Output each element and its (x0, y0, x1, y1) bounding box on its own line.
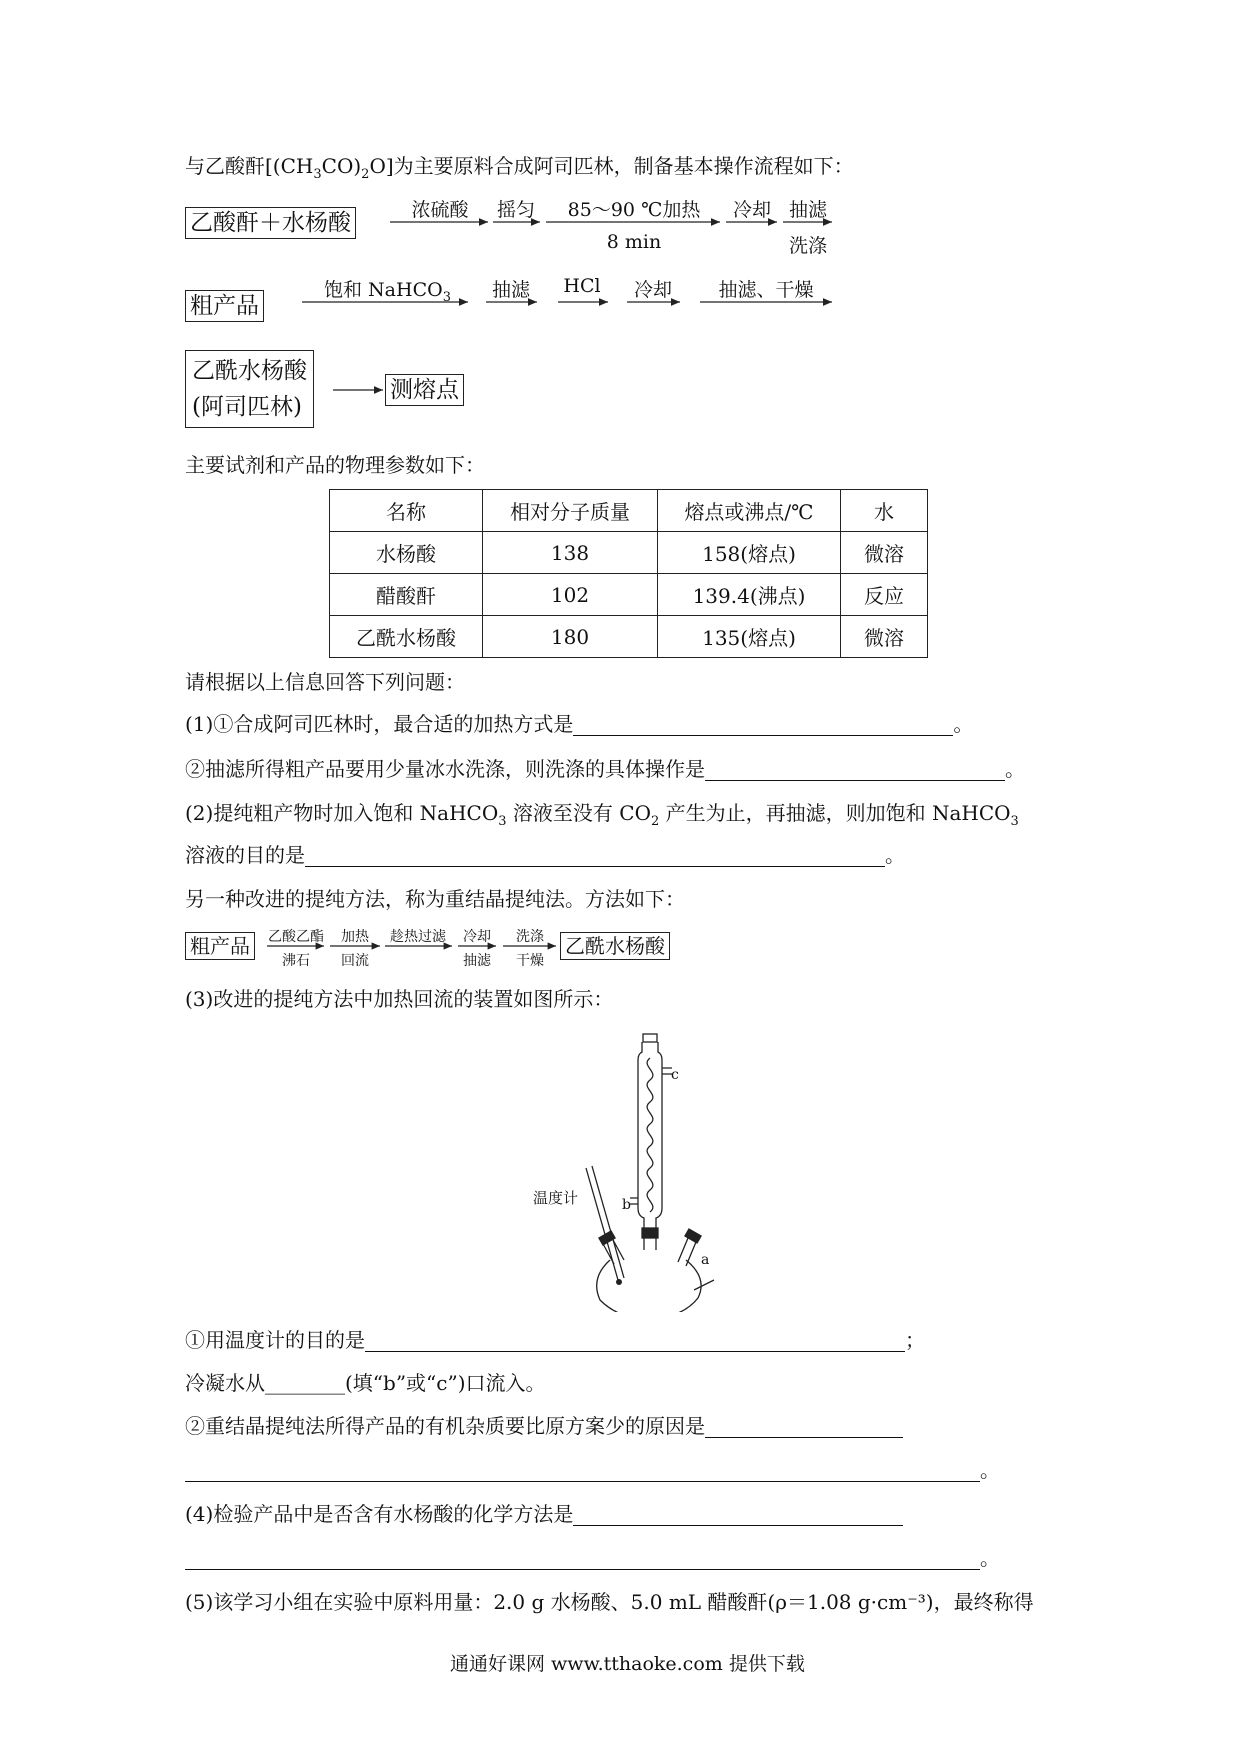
flow1-step4-top: 冷却 (732, 199, 771, 221)
flow4-step4-top: 冷却 (463, 929, 491, 945)
flow1-step1-top: 浓硫酸 (411, 199, 469, 221)
joint (642, 1228, 658, 1238)
flow4-step4-bottom: 抽滤 (463, 953, 491, 969)
question-3a-cont: 冷凝水从________(填“b”或“c”)口流入。 (185, 1371, 546, 1395)
page-footer: 通通好课网 www.tthaoke.com 提供下载 (450, 1653, 805, 1675)
intro-text: 与乙酸酐$[(CH_3CO)_2O]$为主要原料合成阿司匹林，制备基本操作流程如下： (185, 154, 854, 182)
table-cell: 醋酸酐 (330, 574, 483, 616)
answer-blank[interactable] (185, 1551, 980, 1570)
table-header-cell: 熔点或沸点/℃ (658, 490, 841, 532)
flow4-step5-bottom: 干燥 (516, 953, 544, 969)
question-5: (5)该学习小组在实验中原料用量：2.0 g 水杨酸、5.0 mL 醋酸酐(ρ＝1.08 g·cm⁻³)，最终称得 (185, 1590, 1034, 1614)
flow2-step5-top: 抽滤、干燥 (718, 279, 814, 301)
question-3b-line2 (185, 1458, 1000, 1482)
label-a: a (701, 1252, 710, 1268)
table-cell: 135(熔点) (658, 616, 841, 658)
period: 。 (953, 712, 974, 736)
table-cell: 138 (483, 532, 658, 574)
period: 。 (1005, 757, 1025, 781)
flow3-start-box (185, 350, 314, 428)
answer-blank[interactable] (573, 717, 953, 736)
table-cell: 微溶 (841, 532, 928, 574)
table-row (330, 532, 928, 574)
table-row (330, 574, 928, 616)
question-3b-text: ②重结晶提纯法所得产品的有机杂质要比原方案少的原因是 (185, 1414, 705, 1438)
flow1-step5-top: 抽滤 (788, 199, 827, 221)
label-c: c (671, 1067, 679, 1083)
flow4-step3-top: 趁热过滤 (390, 929, 446, 945)
flow1-step5-bottom: 洗涤 (788, 235, 827, 257)
flow4-step5-top: 洗涤 (516, 929, 544, 945)
flow4-step2-top: 加热 (341, 929, 369, 945)
flow3-start-line1: 乙酰水杨酸 (192, 358, 307, 384)
flow1-start-box: 乙酸酐＋水杨酸 (185, 207, 356, 239)
round-bottom-flask (597, 1260, 701, 1312)
question-1a (185, 712, 973, 736)
flow4-start-box: 粗产品 (185, 932, 255, 960)
flow1-step3-bottom: 8 min (606, 231, 662, 253)
condenser-top-stopper (643, 1034, 657, 1042)
table-row (330, 616, 928, 658)
period: 。 (980, 1546, 1000, 1570)
question-4-line2 (185, 1546, 1000, 1570)
question-1b (185, 757, 1025, 781)
flow2-start-box: 粗产品 (185, 290, 264, 322)
flow2-step4-top: 冷却 (633, 279, 672, 301)
table-header-row (330, 490, 928, 532)
question-1b-text: ②抽滤所得粗产品要用少量冰水洗涤，则洗涤的具体操作是 (185, 757, 705, 781)
table-header-cell: 名称 (330, 490, 483, 532)
label-b: b (622, 1197, 631, 1213)
condenser-inner-coil (647, 1058, 653, 1212)
period: 。 (885, 843, 905, 867)
table-cell: 微溶 (841, 616, 928, 658)
question-3a-text: ①用温度计的目的是 (185, 1328, 365, 1352)
flow4-step1-bottom: 沸石 (282, 953, 310, 969)
flow1-step3-top: 85～90 ℃加热 (567, 199, 701, 221)
properties-table (329, 489, 928, 658)
question-3a (185, 1328, 925, 1352)
flow3-start-line2: (阿司匹林) (192, 394, 302, 420)
answer-blank[interactable] (305, 848, 885, 867)
flow2-step2-top: 抽滤 (491, 279, 530, 301)
table-cell: 139.4(沸点) (658, 574, 841, 616)
semicolon: ； (905, 1328, 925, 1352)
question-3-intro: (3)改进的提纯方法中加热回流的装置如图所示： (185, 987, 614, 1011)
answer-blank[interactable] (573, 1507, 903, 1526)
flow1-step2-top: 摇匀 (496, 199, 535, 221)
table-cell: 乙酰水杨酸 (330, 616, 483, 658)
flow4-end-box: 乙酰水杨酸 (560, 932, 670, 960)
questions-intro: 请根据以上信息回答下列问题： (185, 670, 465, 694)
answer-blank[interactable] (365, 1333, 905, 1352)
question-4-text: (4)检验产品中是否含有水杨酸的化学方法是 (185, 1502, 574, 1526)
question-2-text: 溶液的目的是 (185, 843, 305, 867)
answer-blank[interactable] (185, 1463, 980, 1482)
answer-blank[interactable] (705, 1419, 903, 1438)
flow4-step1-top: 乙酸乙酯 (268, 929, 324, 945)
answer-blank[interactable] (705, 762, 1005, 781)
table-cell: 反应 (841, 574, 928, 616)
table-cell: 158(熔点) (658, 532, 841, 574)
recryst-intro: 另一种改进的提纯方法，称为重结晶提纯法。方法如下： (185, 887, 685, 911)
question-3b (185, 1414, 903, 1438)
question-2-line1: (2)提纯粗产物时加入饱和 NaHCO$_3$ 溶液至没有 $CO_2$ 产生为止，再抽滤，则加饱和 NaHCO$_3$ (185, 801, 1019, 829)
label-thermometer: 温度计 (533, 1189, 579, 1207)
table-header-cell: 相对分子质量 (483, 490, 658, 532)
flow2-step1-top: 饱和 NaHCO$_3$ (324, 279, 451, 305)
table-header-cell: 水 (841, 490, 928, 532)
thermometer (586, 1166, 624, 1280)
table-cell: 102 (483, 574, 658, 616)
flow3-end-box: 测熔点 (385, 374, 464, 406)
flow4-step2-bottom: 回流 (341, 953, 369, 969)
flow2-step3-top: HCl (563, 275, 601, 297)
table-cell: 180 (483, 616, 658, 658)
question-4 (185, 1502, 903, 1526)
pointer-a (694, 1280, 714, 1290)
table-intro: 主要试剂和产品的物理参数如下： (185, 453, 485, 477)
table-cell: 水杨酸 (330, 532, 483, 574)
question-1a-text: (1)①合成阿司匹林时，最合适的加热方式是 (185, 712, 574, 736)
inlet-b (630, 1198, 638, 1204)
question-2-line2 (185, 843, 905, 867)
period: 。 (980, 1458, 1000, 1482)
